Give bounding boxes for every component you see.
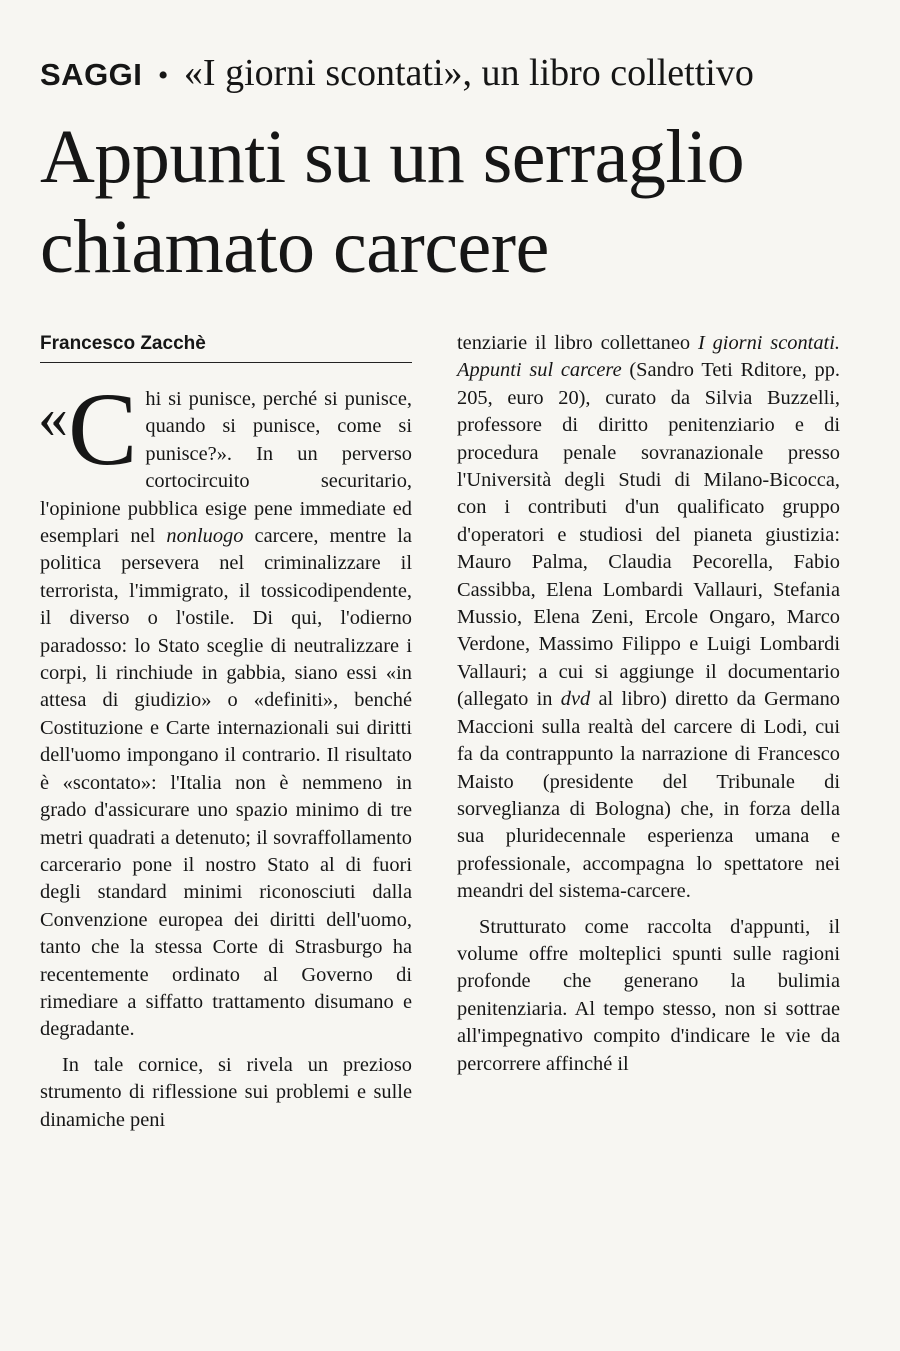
paragraph-2-text-c: (Sandro Teti Rditore, pp. 205, euro 20), curato da Silvia Buzzelli, professore di diritto penitenziario e di procedura penale sovranazionale presso l'Università degli Studi di Milano-Bicocca, con i contributi d'un qualificato gruppo d'operatori e studiosi del pianeta giustizia: Mauro Palma, Claudia Pecorella, Fabio Cassibba, Elena Lombardi Vallauri, Stefania Mussio, Elena Zeni, Ercole Ongaro, Marco Verdone, Massimo Filippo e Luigi Lombardi Vallauri; a cui si aggiunge il documentario (allegato in bbox=[457, 359, 840, 711]
article-paragraph-1 bbox=[38, 372, 412, 1044]
paragraph-1-emphasis: nonluogo bbox=[166, 525, 244, 548]
article-column-right bbox=[457, 330, 840, 1078]
article-paragraph-3 bbox=[457, 914, 840, 1078]
paragraph-2-text-d: al libro) diretto da Germano Maccioni sulla realtà del carcere di Lodi, cui fa da contrappunto la narrazione di Francesco Maisto (presidente del Tribunale di sorveglianza di Bologna) che, in forza della sua pluridecennale esperienza umana e professionale, accompagna lo spettatore nei meandri del sistema-carcere. bbox=[457, 688, 840, 903]
kicker-bullet: • bbox=[157, 59, 169, 92]
paragraph-2-text-b: tenziarie il libro collettaneo bbox=[457, 332, 698, 354]
headline bbox=[40, 112, 870, 292]
drop-cap: C bbox=[68, 372, 138, 487]
opening-quote: « bbox=[38, 384, 68, 450]
paragraph-2-text-a: In tale cornice, si rivela un prezioso strumento di riflessione sui problemi e sulle dinamiche peni bbox=[40, 1053, 412, 1131]
article-paragraph-2-start bbox=[40, 1052, 412, 1134]
dvd-emphasis: dvd bbox=[560, 688, 591, 711]
book-title: I giorni scontati. Appunti sul carcere bbox=[457, 332, 840, 382]
byline: Francesco Zacchè bbox=[40, 332, 412, 363]
paragraph-1-text-a: hi si punisce, perché si punisce, quando si punisce, come si punisce?». In un perverso cortocircuito securitario, l'opinione pubblica esige pene immediate ed esemplari nel bbox=[40, 388, 412, 548]
paragraph-1-text-b: carcere, mentre la politica persevera nel criminalizzare il terrorista, l'immigrato, il tossicodipendente, il diverso o l'ostile. Di qui, l'odierno paradosso: lo Stato sceglie di neutralizzare i corpi, li rinchiude in gabbia, siano essi «in attesa di giudizio» o «definiti», benché Costituzione e Carte internazionali sui diritti dell'uomo impongano il contrario. Il risultato è «scontato»: l'Italia non è nemmeno in grado d'assicurare uno spazio minimo di tre metri quadrati a detenuto; il sovraffollamento carcerario pone il nostro Stato al di fuori degli standard minimi riconosciuti dalla Convenzione europea dei diritti dell'uomo, tanto che la stessa Corte di Strasburgo ha recentemente ordinato al Governo di rimediare a siffatto trattamento disumano e degradante. bbox=[40, 525, 412, 1041]
headline-line-1: Appunti su un serraglio bbox=[40, 115, 745, 199]
article-column-left bbox=[38, 372, 412, 1134]
article-paragraph-2-cont bbox=[457, 330, 840, 906]
headline-line-2: chiamato carcere bbox=[40, 205, 549, 289]
section-label: SAGGI bbox=[40, 57, 143, 92]
paragraph-3-text: Strutturato come raccolta d'appunti, il volume offre molteplici spunti sulle ragioni profonde che generano la bulimia penitenziaria. Al tempo stesso, non si sottrae all'impegnativo compito d'indicare le vie da percorrere affinché il bbox=[457, 915, 840, 1075]
kicker bbox=[40, 50, 860, 99]
kicker-text: «I giorni scontati», un libro collettivo bbox=[183, 52, 754, 94]
